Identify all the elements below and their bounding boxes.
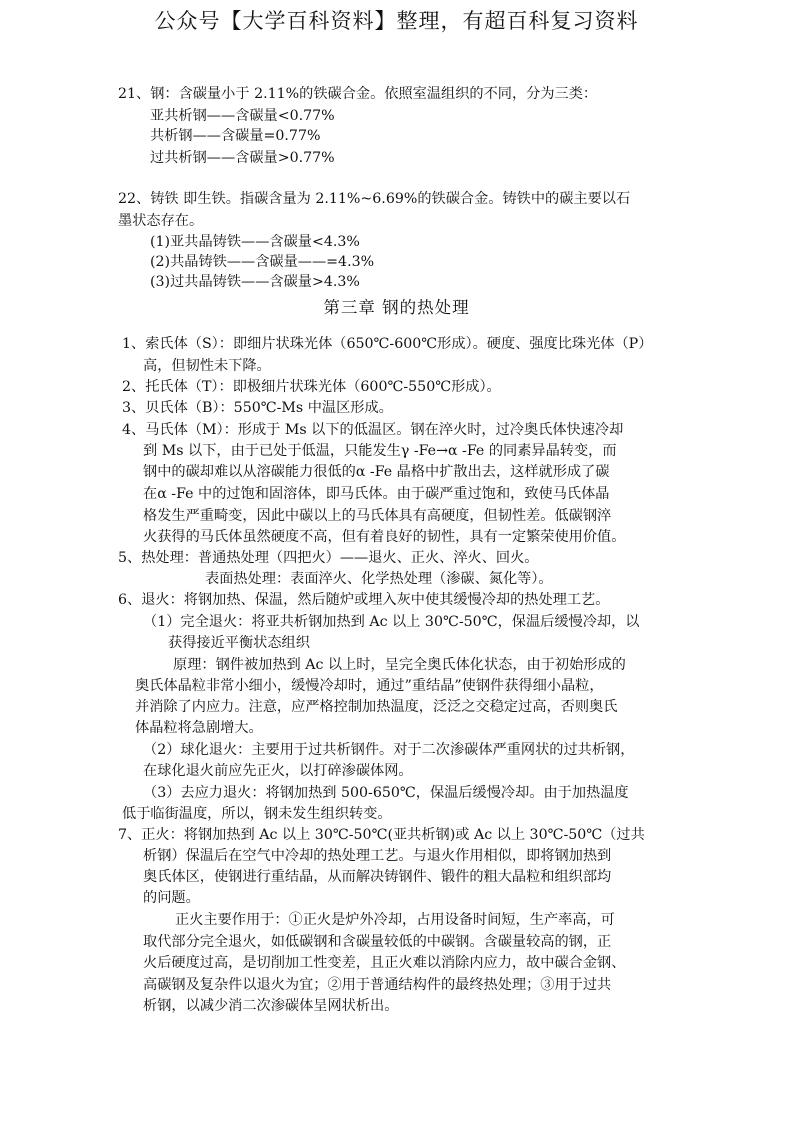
text-line: 析钢）保温后在空气中冷却的热处理工艺。与退火作用相似，即将钢加热到: [143, 848, 612, 864]
text-line: 体晶粒将急剧增大。: [135, 720, 263, 736]
text-line: 奥氏体区，使钢进行重结晶，从而解决铸钢件、锻件的粗大晶粒和组织部均: [143, 869, 612, 885]
text-line: 表面热处理：表面淬火、化学热处理（渗碳、氮化等）。: [205, 571, 553, 587]
text-line: 3、贝氏体（B）：550℃-Ms 中温区形成。: [122, 400, 393, 416]
text-line: (3)过共晶铸铁——含碳量>4.3%: [150, 274, 360, 290]
text-line: 21、钢：含碳量小于 2.11%的铁碳合金。依照室温组织的不同，分为三类：: [118, 86, 598, 102]
text-line: 取代部分完全退火，如低碳钢和含碳量较低的中碳钢。含碳量较高的钢，正: [143, 934, 612, 950]
chapter-title: 第三章 钢的热处理: [323, 298, 470, 317]
text-line: 7、正火：将钢加热到 Ac 以上 30℃-50℃(亚共析钢)或 Ac 以上 30℃-50℃（过共: [118, 827, 645, 843]
text-line: 并消除了内应力。注意，应严格控制加热温度，泛泛之交稳定过高，否则奥氏: [135, 699, 618, 715]
text-line: 亚共析钢——含碳量<0.77%: [150, 108, 335, 124]
text-line: 22、铸铁 即生铁。指碳含量为 2.11%~6.69%的铁碳合金。铸铁中的碳主要以石: [118, 191, 631, 207]
text-line: 奥氏体晶粒非常小细小，缓慢冷却时，通过”重结晶”使钢件获得细小晶粒，: [135, 678, 604, 694]
text-line: 1、索氏体（S）：即细片状珠光体（650℃-600℃形成）。硬度、强度比珠光体（P）: [122, 336, 653, 352]
text-line: (2)共晶铸铁——含碳量——=4.3%: [150, 254, 375, 270]
text-line: 格发生严重畸变，因此中碳以上的马氏体具有高硬度，但韧性差。低碳钢淬: [143, 508, 612, 524]
text-line: 低于临街温度，所以，钢未发生组织转变。: [122, 806, 392, 822]
text-line: （2）球化退火：主要用于过共析钢件。对于二次渗碳体严重网状的过共析钢，: [143, 742, 635, 758]
text-line: 在α -Fe 中的过饱和固溶体，即马氏体。由于碳严重过饱和，致使马氏体晶: [143, 486, 610, 502]
text-line: 到 Ms 以下，由于已处于低温，只能发生γ -Fe→α -Fe 的同素异晶转变，而: [143, 443, 617, 459]
text-line: 获得接近平衡状态组织: [168, 635, 310, 651]
text-line: 火获得的马氏体虽然硬度不高，但有着良好的韧性，具有一定繁荣使用价值。: [143, 529, 626, 545]
text-line: 过共析钢——含碳量>0.77%: [150, 150, 335, 166]
text-line: 墨状态存在。: [118, 213, 204, 229]
text-line: 正火主要作用于：①正火是炉外冷却，占用设备时间短，生产率高，可: [175, 912, 615, 928]
text-line: 2、托氏体（T）：即极细片状珠光体（600℃-550℃形成）。: [122, 379, 501, 395]
text-line: 6、退火：将钢加热、保温，然后随炉或埋入灰中使其缓慢冷却的热处理工艺。: [118, 592, 610, 608]
text-line: (1)亚共晶铸铁——含碳量<4.3%: [150, 234, 360, 250]
text-line: 高，但韧性未下降。: [143, 358, 271, 374]
text-line: 共析钢——含碳量=0.77%: [150, 128, 321, 144]
text-line: 析钢，以减少消二次渗碳体呈网状析出。: [143, 998, 399, 1014]
text-line: 的问题。: [143, 890, 200, 906]
page-header: 公众号【大学百科资料】整理，有超百科复习资料: [154, 9, 639, 33]
text-line: （3）去应力退火：将钢加热到 500-650℃，保温后缓慢冷却。由于加热温度: [143, 785, 629, 801]
text-line: 4、马氏体（M）：形成于 Ms 以下的低温区。钢在淬火时，过冷奥氏体快速冷却: [122, 422, 624, 438]
text-line: 原理：钢件被加热到 Ac 以上时，呈完全奥氏体化状态，由于初始形成的: [173, 657, 626, 673]
text-line: 5、热处理：普通热处理（四把火）——退火、正火、淬火、回火。: [118, 550, 539, 566]
text-line: 钢中的碳却难以从溶碳能力很低的α -Fe 晶格中扩散出去，这样就形成了碳: [143, 464, 610, 480]
text-line: （1）完全退火：将亚共析钢加热到 Ac 以上 30℃-50℃，保温后缓慢冷却，以: [143, 614, 640, 630]
text-line: 在球化退火前应先正火，以打碎渗碳体网。: [143, 763, 413, 779]
text-line: 高碳钢及复杂件以退火为宜；②用于普通结构件的最终热处理；③用于过共: [143, 977, 612, 993]
text-line: 火后硬度过高，是切削加工性变差，且正火难以消除内应力，故中碳合金钢、: [143, 955, 626, 971]
